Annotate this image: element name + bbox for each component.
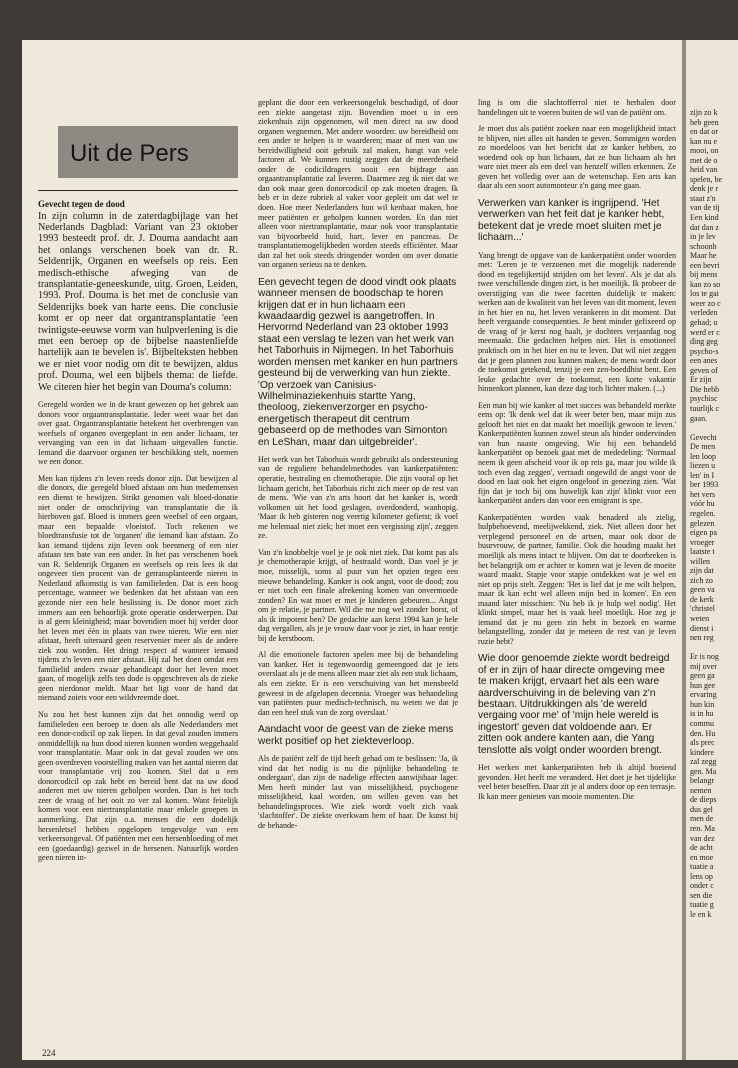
paragraph: Het werk van het Taborhuis wordt gebruikt als ondersteuning van de reguliere behandelmethodes van kankerpatiënten: operatie, bestraling en chemotherapie. Die zijn vooral op het lichaam gericht, het Taborhuis richt zich meer op de rest van de mens. 'Wie van z'n arts hoort dat het kanker is, wordt volkomen uit het lood geslagen, overdonderd, wanhopig. 'Maar ik heb gisteren nog veertig kilometer gefietst; ik voel me helemaal niet ziek; het moet een vergissing zijn', zeggen ze. <box>258 454 458 541</box>
section-title-box <box>58 126 238 178</box>
paragraph: Men kan tijdens z'n leven reeds donor zijn. Dat bewijzen al die donors, die geregeld bloed afstaan om hun medemensen een dienst te bewijzen. Strikt genomen valt bloed-donatie niet onder de omschrijving van transplantatie die ik hierboven gaf. Bloed is immers geen weefsel of een orgaan, maar een bepaalde vloeistof. Toch rekenen we bloedtransfusie tot de 'organen' die iemand kan afstaan. Zo kan iemand tijdens zijn leven ook beenmerg of een nier afstaan ten bate van een ander. In het pas verschenen boek van R. Seldenrijk Organen en weefsels op reis lees ik dat ongeveer tien procent van de getransplanteerde nieren in Nederland afkomstig is van familieleden. Dat is een hoog percentage, wanneer we bedenken dat het afstaan van een gezonde nier een hele beslissing is. De donor moet zich immers aan een behoorlijk grote operatie onderwerpen. Dat is al geen kleinigheid; maar bovendien moet hij verder door het leven met één in plaats van twee nieren. Wie een nier afstaat, heeft uiteraard geen reservenier meer als de andere ziek zou worden. Het dringt respect af wanneer iemand tijdens z'n leven een nier afstaat. Hij zal het doen omdat een familielid anders zwaar gehandicapt door het leven moet gaan, of mogelijk zelfs ten dode is opgeschreven als de zieke geen nierdonor meldt. Maar het ligt voor de hand dat niemand zoiets voor een wildvreemde doet. <box>38 473 238 703</box>
paragraph: Van z'n knobbeltje voel je je ook niet ziek. Dat komt pas als je chemotherapie krijgt, of bestraald wordt. Dan voel je je moe, misselijk, soms al puur van het opzien tegen een nieuwe behandeling. Kanker is ook angst, voor de dood; zou er niet toch een finale afrekening komen van onvermoede zonden? En wat moet er met je kinderen gebeuren... Angst om je relatie, je partner. Wil die me nog wel zonder borst, of als ik impotent ben? De gedachte aan kerst 1994 kan je hele dag vergallen, als je je vrouw daar voor je ziet, in haar eentje bij de kerstboom. <box>258 547 458 643</box>
title-divider <box>38 190 238 191</box>
paragraph: Als de patiënt zelf de tijd heeft gehad om te beslissen: 'Ja, ik vind dat het nodig is nu die pijnlijke behandeling te ondergaan', dan zijn de nadelige effecten aanwijsbaar lager. Men heeft minder last van misselijkheid, psychogene misselijkheid, kaal worden, om willen geven van het behandelingsproces. Wie ziek wordt voelt zich vaak 'slachtoffer'. De ziekte overkwam hem of haar. De kunst bij de behande- <box>258 753 458 830</box>
column-1 <box>38 200 238 870</box>
paragraph: ling is om die slachtofferrol niet te herhalen door handelingen uit te voeren buiten de wil van de patiënt om. <box>478 98 676 117</box>
page-number: 224 <box>42 1048 56 1058</box>
adjacent-page-text: zijn zo k heb geen en dat or kan nu e mooi, on met de o heid van spelen, be denk je r staat z'n van de tij Een kind dat dan z in je lev schoonh Maar he een bevri bij mens kan zo so los te gai weer zo c verleden gehad; u werd er c ding geg psycho-s een anes geven of Er zijn Die hebb psychisc tuurlijk c gaan. Gevecht De men len loop liezen u len' in I ber 1993 het vers vóór hu regelen. gelezen eigen pa vroeger laatste t willen zijn dat zich zo geen va de kerk 'christel weten dienst i nen reg Er is nog mij over geen ga hun gee ervaring hun kin is in hu commu den. Hu als prec kindere zal zegg gen. Ma belangr nemen de dieps dus gel men de ren. Ma van dez de acht en moe tuatie a lens op onder c sen die tuatie g le en k <box>690 108 722 919</box>
paragraph: Yang brengt de opgave van de kankerpatiënt onder woorden met: 'Leren je te verzoenen met die mogelijk naderende dood en tegelijkertijd strijden om het leven'. Als je dat als twee verschillende dingen ziet, is het moeilijk. Ik probeer de overstijging van die twee facetten duidelijk te maken: werken aan de kwaliteit van het leven van dit moment, leven in het hier en nu, het leven verankeren in dit moment. Dat heeft vergaande consequenties. Je bent minder gefixeerd op de vraag of je kerst nog haalt, je dochters verjaardag nog meemaakt. Die gedachten helpen niet. Het is emotioneel praktisch om in het hier en nu te leven. Dat wil niet zeggen dat je geen plannen zou kunnen maken; de mens wordt door de toekomst getekend, tenzij je een zen-boeddhist bent. Een leuke gedachte over de toekomst, een korte vakantie binnenkort plannen, kan deze dag toch lichter maken. (...) <box>478 250 676 394</box>
column-2 <box>258 98 458 837</box>
pull-quote: Verwerken van kanker is ingrijpend. 'Het verwerken van het feit dat je kanker hebt, betekent dat je vrede moet sluiten met je lichaam...' <box>478 197 665 244</box>
intro-paragraph: In zijn column in de zaterdagbijlage van het Nederlands Dagblad: Variant van 23 oktober 1993 besteedt prof. dr. J. Douma aandacht aan het onlangs verschenen boek van dr. R. Seldenrijk, Organen en weefsels op reis. Een medisch-ethische afweging van de transplantatie-geneeskunde, uitg. Groen, Leiden, 1993. Prof. Douma is het met de conclusie van Seldenrijks boek van harte eens. Die conclusie komt er op neer dat organtransplantatie 'een twintigste-eeuwse vorm van hulpverlening is die met een beroep op de bijbelse naastenliefde hartelijk aan te bevelen is'. Bijbelteksten hebben we er niet voor nodig om dit te bewijzen, aldus prof. Douma, wel een bijbels thema: de liefde. We citeren hier het begin van Douma's column: <box>38 210 238 393</box>
paragraph: Een man bij wie kanker al met succes was behandeld merkte eens op: 'Ik denk wel dat ik weer beter ben, maar mijn zus gelooft het niet en dat maakt het moeilijk gewoon te leven.' Kankerpatiënten kunnen zowel steun als hinder ondervinden van hun naaste omgeving. Wie bij een behandeld kankerpatiënt op bezoek gaat met de mededeling: 'Normaal neem ik geen afscheid voor ik op reis ga, maar jou wilde ik toch even dag zeggen', verraadt ongewild de angst voor de dood en laat ook het eigen ongeloof in genezing zien. 'Wat fijn dat je toch bij ons huwelijk kan zijn' klinkt voor een kankerpatiënt anders dan voor een emigrant is spe. <box>478 400 676 506</box>
column-3 <box>478 98 676 808</box>
subheading: Wie door genoemde ziekte wordt bedreigd of er in zijn of haar directe omgeving mee te maken krijgt, ervaart het als een ware aardverschuiving in de beleving van z'n bestaan. Uitdrukkingen als 'de wereld vergaing voor me' of 'mijn hele wereld is ingestort' geven dat voldoende aan. Er zitten ook andere kanten aan, die Yang tenslotte als volgt onder woorden brengt. <box>478 653 670 756</box>
paragraph: Je moet dus als patiënt zoeken naar een mogelijkheid intact te blijven, niet alles uit handen te geven. Sommigen worden zo moedeloos van het bericht dat ze kanker hebben, zo woedend ook op hun lichaam, dat ze hun lichaam als het ware niet meer als een deel van henzelf willen erkennen. Ze geven het volledig over aan de wetenschap. Een arts kan daar als een soort automonteur z'n gang mee gaan. <box>478 124 676 191</box>
paragraph: Het werken met kankerpatiënten heb ik altijd boeiend gevonden. Het heeft me veranderd. Het doet je het tijdelijke veel beter beseffen. Daar zit je al anders door op een terrasje. Ik kan meer genieten van mooie momenten. Die <box>478 763 676 801</box>
pull-paragraph: Een gevecht tegen de dood vindt ook plaats wanneer mensen de boodschap te horen krijgen dat er in hun lichaam een kwaadaardig gezwel is aangetroffen. In Hervormd Nederland van 23 oktober 1993 staat een verslag te lezen van het werk van het Taborhuis in Nijmegen. In het Taborhuis worden mensen met kanker en hun partners gesteund bij de verwerking van hun ziekte. 'Op verzoek van Canisius-Wilhelminaziekenhuis startte Yang, theoloog, ziekenverzorger en psycho-energetisch therapeut dit centrum gebaseerd op de methodes van Simonton en LeShan, maar dan uitgebreider'. <box>258 276 458 448</box>
paragraph: Geregeld worden we in de krant gewezen op het gebrek aan donors voor orgaantransplantatie. Ieder weet waar het dan over gaat. Organtransplantatie betekent het overbrengen van weefsels of organen overgeplant in een ander lichaam, ter vervanging van een in dat lichaam uitgevallen functie. Iemand die daarvoor organen ter beschikking stelt, noemen we een donor. <box>38 400 238 467</box>
section-title: Uit de Pers <box>70 140 189 167</box>
subheading: Aandacht voor de geest van de zieke mens werkt positief op het ziekteverloop. <box>258 724 454 747</box>
section-heading: Gevecht tegen de dood <box>38 199 125 209</box>
paragraph: Al die emotionele factoren spelen mee bij de behandeling van kanker. Het is tegenwoordig gemeengoed dat je iets overslaat als je de mens alleen maar ziet als een stuk lichaam, als een ziekte. Er is een verschuiving van het mensbeeld geweest in de afgelopen decennia. Vroeger was behandeling van patiënten puur medisch-technisch, nu weten we dat je dan een heel stuk van de zorg overslaat.' <box>258 650 458 717</box>
paragraph: geplant die door een verkeersongeluk beschadigd, of door een ziekte aangetast zijn. Bovendien moet u in een ziekenhuis zijn opgenomen, wil men direct na uw dood organen wegnemen. Met andere woorden: uw bereidheid om een ander te helpen is te waarderen; maar of men van uw bereidwilligheid ooit gebruik zal maken, hangt van vele factoren af. We kunnen rustig zeggen dat de meerderheid onder de codicildragers nooit een bijdrage aan orgaantransplantatie zal leveren. Daarmee zeg ik niet dat we dan ook maar geen donorcodicil op zak moeten dragen. Ik heb er in deze rubriek al vaker voor gepleit om dat wel te doen. Hoe meer Nederlanders hun wil kenbaar maken, hoe meer patiënten er geholpen kunnen worden. En dan niet alleen voor niertransplantatie, maar ook voor transplantatie van bijvoorbeeld huid, hart, lever en pancreas. De transplantatiemogelijkheden worden steeds efficiënter. Maar dan zal het ook steeds dringender worden om over donatie van organen serieus na te denken. <box>258 98 458 270</box>
paragraph: Kankerpatiënten worden vaak benaderd als zielig, hulpbehoevend, meelijwekkend, ziek. Niet alleen door het verplegend personeel en de artsen, maar ook door de buurvrouw, de partner, familie. Ook die houding maakt het moeilijk als mens intact te blijven. Om dat te doorbreken is het belangrijk om er achter te komen wat je leven de moeite waard maakt. Stapje voor stapje ontdekken wat je wel en niet op prijs stelt. Zeggen: 'Het is lief dat je me wilt helpen, maar ik kan echt wel alleen mijn bed in komen'. En een maand later misschien: 'Nu heb ik je hulp wel nodig'. Het klinkt simpel, maar het is vaak heel moeilijk. Hoe zeg je iemand dat je nu geen zin hebt in bezoek en warme belangstelling, zonder dat je meteen de rest van je leven ruzie hebt? <box>478 512 676 646</box>
adjacent-page-edge <box>686 40 738 1060</box>
paragraph: Nu zou het best kunnen zijn dat het onnodig werd op familieleden een beroep te doen als alle Nederlanders met een donor-codicil op zak liepen. In dat geval zouden immers onmiddellijk na hun dood nieren kunnen worden weggehaald voor transplantatie. Maar ook in dat geval zouden we ons geen overdreven voorstelling maken van het aantal nieren dat voor transplantatie vrij zou komen. Stel dat u een donorcodicil op zak hebt en bereid bent dat na uw dood anderen met uw nieren geholpen worden. Dan is het toch zeer de vraag of het ooit zo ver zal komen. Want feitelijk komen voor een niertransplantatie maar enkele groepen in aanmerking. Dat zijn o.a. mensen die een dodelijk hersenletsel hebben opgelopen tengevolge van een verkeersongeval. Of patiënten met een hersenbloeding of met een (goedaardig) gezwel in de hersenen. Natuurlijk worden geen nieren in- <box>38 710 238 863</box>
magazine-page <box>22 40 682 1060</box>
